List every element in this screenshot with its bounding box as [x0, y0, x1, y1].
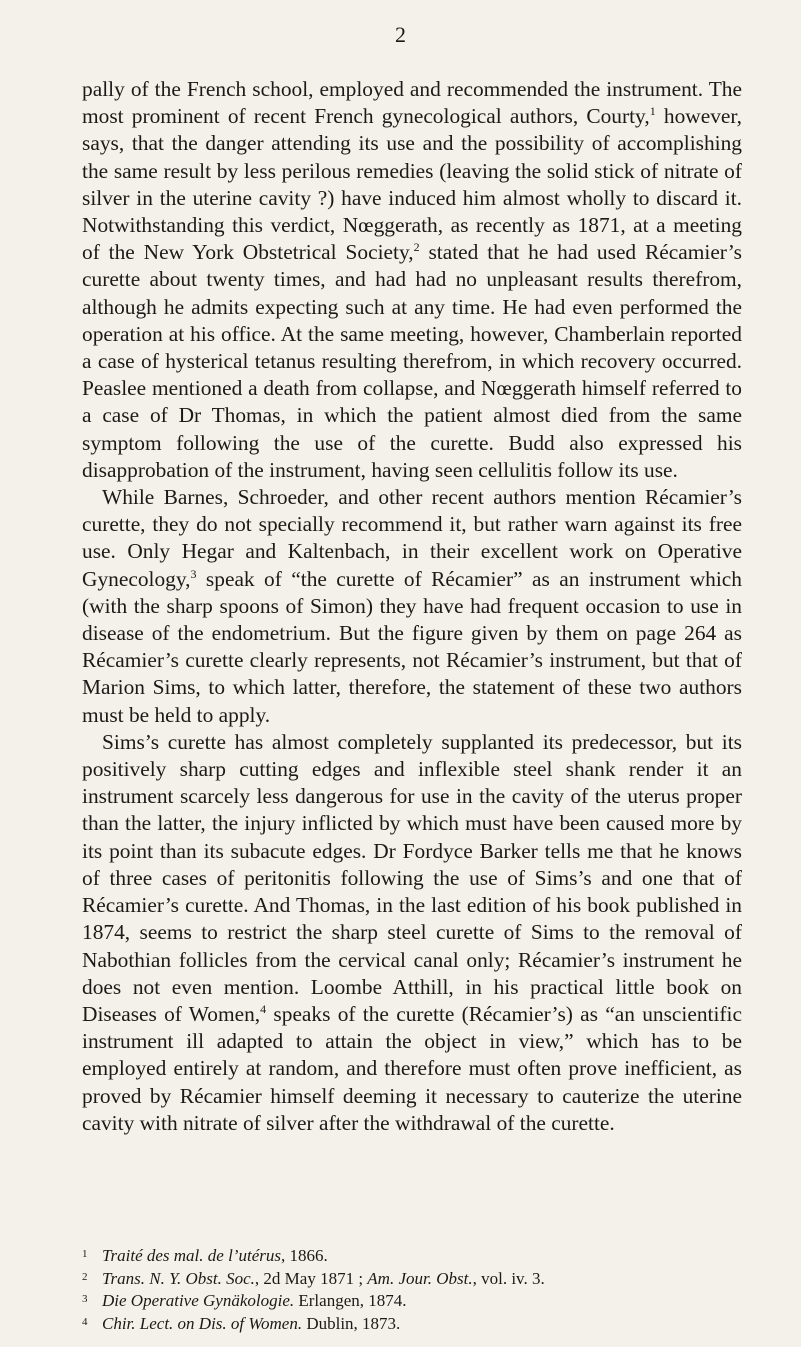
text-run: While Barnes, Schroeder, and other recent authors mention Récamier’s curette, they do not specially recommend it, but rather warn against its free use. Only Hegar and Kaltenbach, in their excellent work on Operative Gynecology,	[82, 485, 742, 591]
footnote	[82, 1313, 762, 1336]
footnote-title-secondary: Am. Jour. Obst.	[367, 1268, 473, 1288]
footnote-detail-secondary: , vol. iv. 3.	[472, 1268, 545, 1288]
footnote-ref: 3	[190, 566, 197, 581]
text-run: Sims’s curette has almost completely supplanted its predecessor, but its positively sharp cutting edges and inflexible steel shank render it an instrument scarcely less dangerous for use in the cavity of the uterus proper than the latter, the injury inflicted by which must have been caused more by its point than its subacute edges. Dr Fordyce Barker tells me that he knows of three cases of peritonitis following the use of Sims’s and one that of Récamier’s curette. And Thomas, in the last edition of his book published in 1874, seems to restrict the sharp steel curette of Sims to the removal of Nabothian follicles from the cervical canal only; Récamier’s instrument he does not even mention. Loombe Atthill, in his practical little book on Diseases of Women,	[82, 729, 742, 1026]
footnote	[82, 1268, 762, 1291]
footnote-mark: 1	[82, 1248, 88, 1260]
paragraph	[82, 76, 742, 484]
footnote-title: Die Operative Gynäkologie.	[102, 1291, 295, 1310]
footnote-detail: , 1866.	[280, 1246, 328, 1265]
footnote-mark: 3	[82, 1293, 88, 1305]
text-run: however, says, that the danger attending its use and the possibility of accomplishing the same result by less perilous remedies (leaving the solid stick of nitrate of silver in the uterine cavity ?) have induced him almost wholly to discard it. Notwithstanding this verdict, Nœggerath, as recently as 1871, at a meeting of the New York Obstetrical Society,	[82, 104, 743, 265]
footnote-mark: 4	[82, 1315, 88, 1328]
text-run: speaks of the curette (Récamier’s) as “an unscientific instrument ill adapted to attain the object in view,” which has to be employed entirely at random, and therefore must often prove inefficient, as proved by Récamier himself deeming it necessary to cauterize the uterine cavity with nitrate of silver after the withdrawal of the curette.	[82, 1001, 742, 1135]
footnotes	[82, 1245, 762, 1335]
footnote-title: Traité des mal. de l’utérus	[102, 1246, 281, 1265]
body-text	[82, 76, 742, 1137]
footnote	[82, 1245, 762, 1268]
footnote-mark: 2	[82, 1270, 88, 1283]
footnote-ref: 1	[649, 104, 656, 119]
page-number: 2	[395, 22, 406, 47]
paragraph	[82, 484, 742, 729]
footnote-ref: 2	[413, 240, 420, 255]
footnote-detail: , 2d May 1871 ;	[254, 1268, 368, 1288]
paragraph	[82, 729, 742, 1137]
footnote-title: Trans. N. Y. Obst. Soc.	[102, 1268, 255, 1288]
footnote-ref: 4	[260, 1001, 267, 1016]
footnote	[82, 1290, 762, 1313]
text-run: stated that he had used Récamier’s curette about twenty times, and had had no unpleasant results therefrom, although he admits expecting such at any time. He had even performed the operation at his office. At the same meeting, however, Chamberlain reported a case of hysterical tetanus resulting therefrom, in which recovery occurred. Peaslee mentioned a death from collapse, and Nœggerath himself referred to a case of Dr Thomas, in which the patient almost died from the same symptom following the use of the curette. Budd also expressed his disapprobation of the instrument, having seen cellulitis follow its use.	[82, 240, 742, 482]
footnote-detail: Dublin, 1873.	[302, 1313, 401, 1333]
footnote-detail: Erlangen, 1874.	[294, 1291, 407, 1310]
text-run: pally of the French school, employed and recommended the instrument. The most prominent of recent French gynecological authors, Courty,	[82, 77, 742, 129]
text-run: speak of “the curette of Récamier” as an instrument which (with the sharp spoons of Simon) they have had frequent occasion to use in disease of the endometrium. But the figure given by them on page 264 as Récamier’s curette clearly represents, not Récamier’s instrument, but that of Marion Sims, to which latter, therefore, the statement of these two authors must be held to apply.	[82, 566, 742, 727]
footnote-title: Chir. Lect. on Dis. of Women.	[102, 1313, 303, 1333]
